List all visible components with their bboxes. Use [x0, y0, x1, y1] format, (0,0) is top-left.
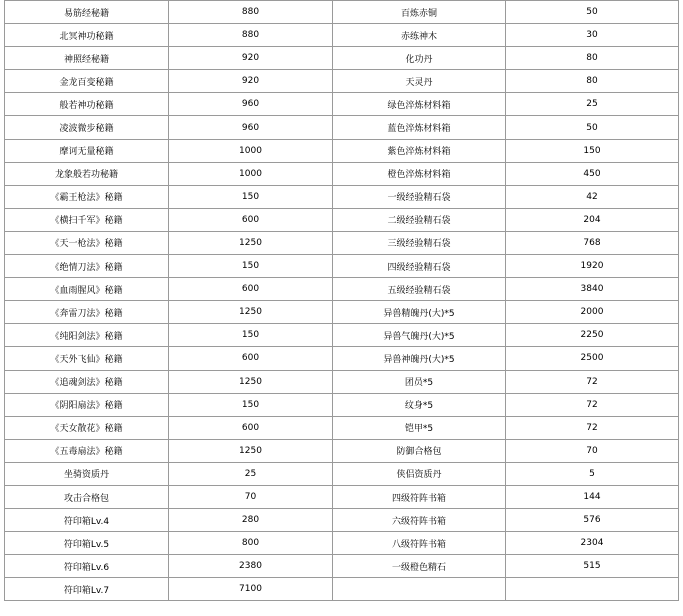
item-name-cell: 六级符阵书箱	[333, 509, 506, 532]
item-name-cell: 神照经秘籍	[5, 47, 169, 70]
item-name-cell: 《天外飞仙》秘籍	[5, 347, 169, 370]
price-cell: 1920	[506, 255, 679, 278]
item-name-cell: 符印箱Lv.5	[5, 532, 169, 555]
item-name-cell: 赤练神木	[333, 24, 506, 47]
price-cell: 2380	[169, 555, 333, 578]
price-cell: 3840	[506, 278, 679, 301]
table-row	[5, 324, 679, 347]
price-cell: 2304	[506, 532, 679, 555]
price-cell: 1250	[169, 439, 333, 462]
price-cell: 5	[506, 462, 679, 485]
item-name-cell: 《追魂剑法》秘籍	[5, 370, 169, 393]
price-cell: 70	[169, 485, 333, 508]
item-name-cell: 四级经验精石袋	[333, 255, 506, 278]
item-name-cell: 坐骑资质丹	[5, 462, 169, 485]
table-row	[5, 70, 679, 93]
price-cell: 576	[506, 509, 679, 532]
item-name-cell: 团员*5	[333, 370, 506, 393]
table-row	[5, 208, 679, 231]
price-cell: 150	[169, 255, 333, 278]
price-cell: 600	[169, 416, 333, 439]
price-cell: 1000	[169, 139, 333, 162]
price-cell: 280	[169, 509, 333, 532]
table-row	[5, 1, 679, 24]
table-row	[5, 416, 679, 439]
item-name-cell: 摩诃无量秘籍	[5, 139, 169, 162]
item-name-cell: 纹身*5	[333, 393, 506, 416]
item-name-cell: 五级经验精石袋	[333, 278, 506, 301]
price-cell: 960	[169, 93, 333, 116]
price-cell: 150	[169, 393, 333, 416]
price-cell: 1250	[169, 301, 333, 324]
item-name-cell: 四级符阵书箱	[333, 485, 506, 508]
price-cell: 50	[506, 116, 679, 139]
item-name-cell: 三级经验精石袋	[333, 231, 506, 254]
item-name-cell: 紫色淬炼材料箱	[333, 139, 506, 162]
table-row	[5, 24, 679, 47]
item-name-cell: 天灵丹	[333, 70, 506, 93]
item-name-cell: 异兽精魄丹(大)*5	[333, 301, 506, 324]
table-row	[5, 393, 679, 416]
price-cell: 1250	[169, 231, 333, 254]
item-name-cell: 化功丹	[333, 47, 506, 70]
item-name-cell: 八级符阵书箱	[333, 532, 506, 555]
table-row	[5, 47, 679, 70]
item-name-cell: 《天女散花》秘籍	[5, 416, 169, 439]
item-name-cell: 《血雨腥风》秘籍	[5, 278, 169, 301]
price-cell: 600	[169, 278, 333, 301]
price-cell: 50	[506, 1, 679, 24]
table-row	[5, 485, 679, 508]
price-cell: 1250	[169, 370, 333, 393]
price-cell: 30	[506, 24, 679, 47]
table-row	[5, 439, 679, 462]
price-cell: 150	[169, 185, 333, 208]
item-name-cell	[333, 578, 506, 601]
table-row	[5, 162, 679, 185]
item-name-cell: 龙象般若功秘籍	[5, 162, 169, 185]
item-name-cell: 《五毒扇法》秘籍	[5, 439, 169, 462]
item-name-cell: 《奔雷刀法》秘籍	[5, 301, 169, 324]
price-cell: 144	[506, 485, 679, 508]
item-name-cell: 橙色淬炼材料箱	[333, 162, 506, 185]
item-name-cell: 一级橙色精石	[333, 555, 506, 578]
item-name-cell: 绿色淬炼材料箱	[333, 93, 506, 116]
price-cell: 150	[169, 324, 333, 347]
price-cell: 920	[169, 47, 333, 70]
table-row	[5, 93, 679, 116]
price-cell: 25	[506, 93, 679, 116]
item-name-cell: 侠侣资质丹	[333, 462, 506, 485]
price-cell: 920	[169, 70, 333, 93]
item-name-cell: 百炼赤铜	[333, 1, 506, 24]
price-cell: 880	[169, 24, 333, 47]
price-cell: 72	[506, 370, 679, 393]
table-row	[5, 509, 679, 532]
item-name-cell: 异兽神魄丹(大)*5	[333, 347, 506, 370]
table-row	[5, 578, 679, 601]
table-row	[5, 255, 679, 278]
table-row	[5, 185, 679, 208]
table-row	[5, 116, 679, 139]
item-name-cell: 金龙百变秘籍	[5, 70, 169, 93]
price-cell: 600	[169, 208, 333, 231]
price-cell: 960	[169, 116, 333, 139]
item-name-cell: 《绝情刀法》秘籍	[5, 255, 169, 278]
price-cell: 204	[506, 208, 679, 231]
price-cell: 1000	[169, 162, 333, 185]
item-name-cell: 防御合格包	[333, 439, 506, 462]
price-cell: 450	[506, 162, 679, 185]
price-cell: 600	[169, 347, 333, 370]
item-name-cell: 铠甲*5	[333, 416, 506, 439]
table-row	[5, 301, 679, 324]
price-cell: 768	[506, 231, 679, 254]
price-cell: 72	[506, 416, 679, 439]
table-row	[5, 555, 679, 578]
price-cell: 880	[169, 1, 333, 24]
table-row	[5, 278, 679, 301]
price-cell: 70	[506, 439, 679, 462]
item-name-cell: 凌波微步秘籍	[5, 116, 169, 139]
item-name-cell: 《横扫千军》秘籍	[5, 208, 169, 231]
price-cell: 2000	[506, 301, 679, 324]
price-cell: 800	[169, 532, 333, 555]
item-name-cell: 北冥神功秘籍	[5, 24, 169, 47]
item-name-cell: 《纯阳剑法》秘籍	[5, 324, 169, 347]
price-cell: 80	[506, 47, 679, 70]
item-name-cell: 易筋经秘籍	[5, 1, 169, 24]
item-name-cell: 《阴阳扇法》秘籍	[5, 393, 169, 416]
table-row	[5, 347, 679, 370]
item-name-cell: 异兽气魄丹(大)*5	[333, 324, 506, 347]
item-name-cell: 蓝色淬炼材料箱	[333, 116, 506, 139]
price-cell: 80	[506, 70, 679, 93]
price-cell: 150	[506, 139, 679, 162]
price-cell: 7100	[169, 578, 333, 601]
price-cell: 42	[506, 185, 679, 208]
price-table	[4, 0, 679, 601]
item-name-cell: 符印箱Lv.6	[5, 555, 169, 578]
price-cell: 515	[506, 555, 679, 578]
price-cell: 25	[169, 462, 333, 485]
table-row	[5, 370, 679, 393]
item-name-cell: 攻击合格包	[5, 485, 169, 508]
price-cell: 2250	[506, 324, 679, 347]
item-name-cell: 《霸王枪法》秘籍	[5, 185, 169, 208]
item-name-cell: 《天一枪法》秘籍	[5, 231, 169, 254]
price-cell	[506, 578, 679, 601]
table-row	[5, 462, 679, 485]
table-body	[5, 1, 679, 601]
table-row	[5, 532, 679, 555]
price-cell: 72	[506, 393, 679, 416]
price-cell: 2500	[506, 347, 679, 370]
item-name-cell: 二级经验精石袋	[333, 208, 506, 231]
table-row	[5, 139, 679, 162]
item-name-cell: 符印箱Lv.4	[5, 509, 169, 532]
item-name-cell: 符印箱Lv.7	[5, 578, 169, 601]
item-name-cell: 一级经验精石袋	[333, 185, 506, 208]
item-name-cell: 般若神功秘籍	[5, 93, 169, 116]
table-row	[5, 231, 679, 254]
